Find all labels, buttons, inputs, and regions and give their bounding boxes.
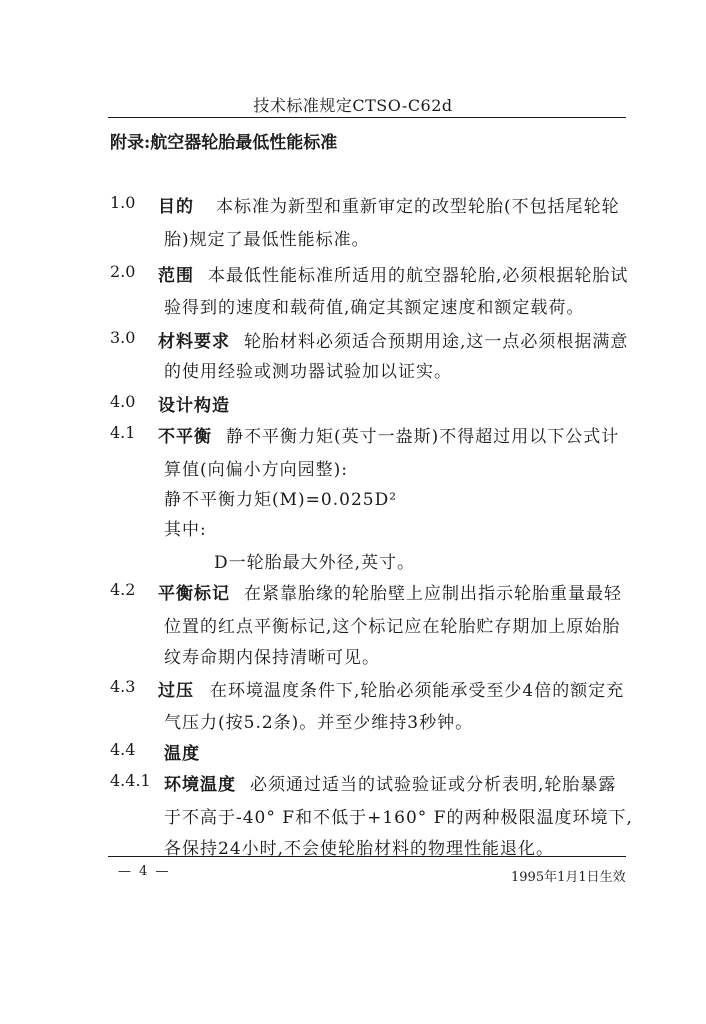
section-4-4-1-line-2: 于不高于-40° F和不低于+160° F的两种极限温度环境下, <box>164 808 633 828</box>
section-text: 在环境温度条件下,轮胎必须能承受至少4倍的额定充 <box>210 681 625 701</box>
document-header-title: 技术标准规定CTSO-C62d <box>253 96 453 115</box>
appendix-title: 附录:航空器轮胎最低性能标准 <box>110 133 338 153</box>
section-number: 4.2 <box>110 580 136 599</box>
section-4-4-1-line-1 <box>164 770 616 795</box>
section-1-line-2: 胎)规定了最低性能标准。 <box>164 230 370 250</box>
section-heading: 温度 <box>164 744 200 764</box>
page-number: — 4 — <box>118 864 171 879</box>
formula: 静不平衡力矩(M)=0.025D² <box>164 490 398 510</box>
effective-date: 1995年1月1日生效 <box>511 870 626 885</box>
section-heading: 不平衡 <box>158 427 212 447</box>
section-text: 轮胎材料必须适合预期用途,这一点必须根据满意 <box>244 332 629 352</box>
section-heading: 过压 <box>158 681 194 701</box>
section-heading: 环境温度 <box>164 775 236 795</box>
section-text: 必须通过适当的试验验证或分析表明,轮胎暴露 <box>250 775 617 795</box>
section-number: 4.3 <box>110 677 136 696</box>
section-number: 1.0 <box>110 193 136 212</box>
variable-definition: D一轮胎最大外径,英寸。 <box>214 553 416 573</box>
section-heading: 平衡标记 <box>158 584 230 604</box>
section-4-3-line-1 <box>158 676 624 701</box>
footer-rule <box>108 856 626 857</box>
section-number: 4.1 <box>110 423 136 442</box>
section-2-line-1 <box>158 261 628 286</box>
section-number: 4.0 <box>110 392 136 411</box>
section-4-3-line-2: 气压力(按5.2条)。并至少维持3秒钟。 <box>164 713 474 733</box>
section-4-2-line-2: 位置的红点平衡标记,这个标记应在轮胎贮存期加上原始胎 <box>164 617 621 637</box>
section-number: 2.0 <box>110 262 136 281</box>
section-4-1-line-2: 算值(向偏小方向园整): <box>164 460 348 480</box>
section-heading: 材料要求 <box>158 332 230 352</box>
section-4-2-line-3: 纹寿命期内保持清晰可见。 <box>164 648 380 668</box>
section-heading: 范围 <box>158 266 194 286</box>
section-text: 本最低性能标准所适用的航空器轮胎,必须根据轮胎试 <box>208 266 629 286</box>
section-heading: 目的 <box>158 197 194 217</box>
section-3-line-2: 的使用经验或测功器试验加以证实。 <box>164 362 452 382</box>
section-4-1-line-1 <box>158 422 619 447</box>
section-3-line-1 <box>158 327 628 352</box>
section-number: 4.4 <box>110 740 136 759</box>
section-number: 4.4.1 <box>110 771 151 790</box>
section-2-line-2: 验得到的速度和载荷值,确定其额定速度和额定载荷。 <box>164 298 585 318</box>
section-1-line-1 <box>158 192 620 217</box>
section-text: 静不平衡力矩(英寸一盎斯)不得超过用以下公式计 <box>226 427 620 447</box>
section-text: 本标准为新型和重新审定的改型轮胎(不包括尾轮轮 <box>216 197 620 217</box>
section-4-4-1-line-3: 各保持24小时,不会使轮胎材料的物理性能退化。 <box>164 839 555 859</box>
where-label: 其中: <box>164 520 207 540</box>
section-heading: 设计构造 <box>158 396 230 416</box>
section-text: 在紧靠胎缘的轮胎壁上应制出指示轮胎重量最轻 <box>244 584 622 604</box>
section-number: 3.0 <box>110 328 136 347</box>
header-rule <box>108 117 626 118</box>
section-4-2-line-1 <box>158 579 622 604</box>
